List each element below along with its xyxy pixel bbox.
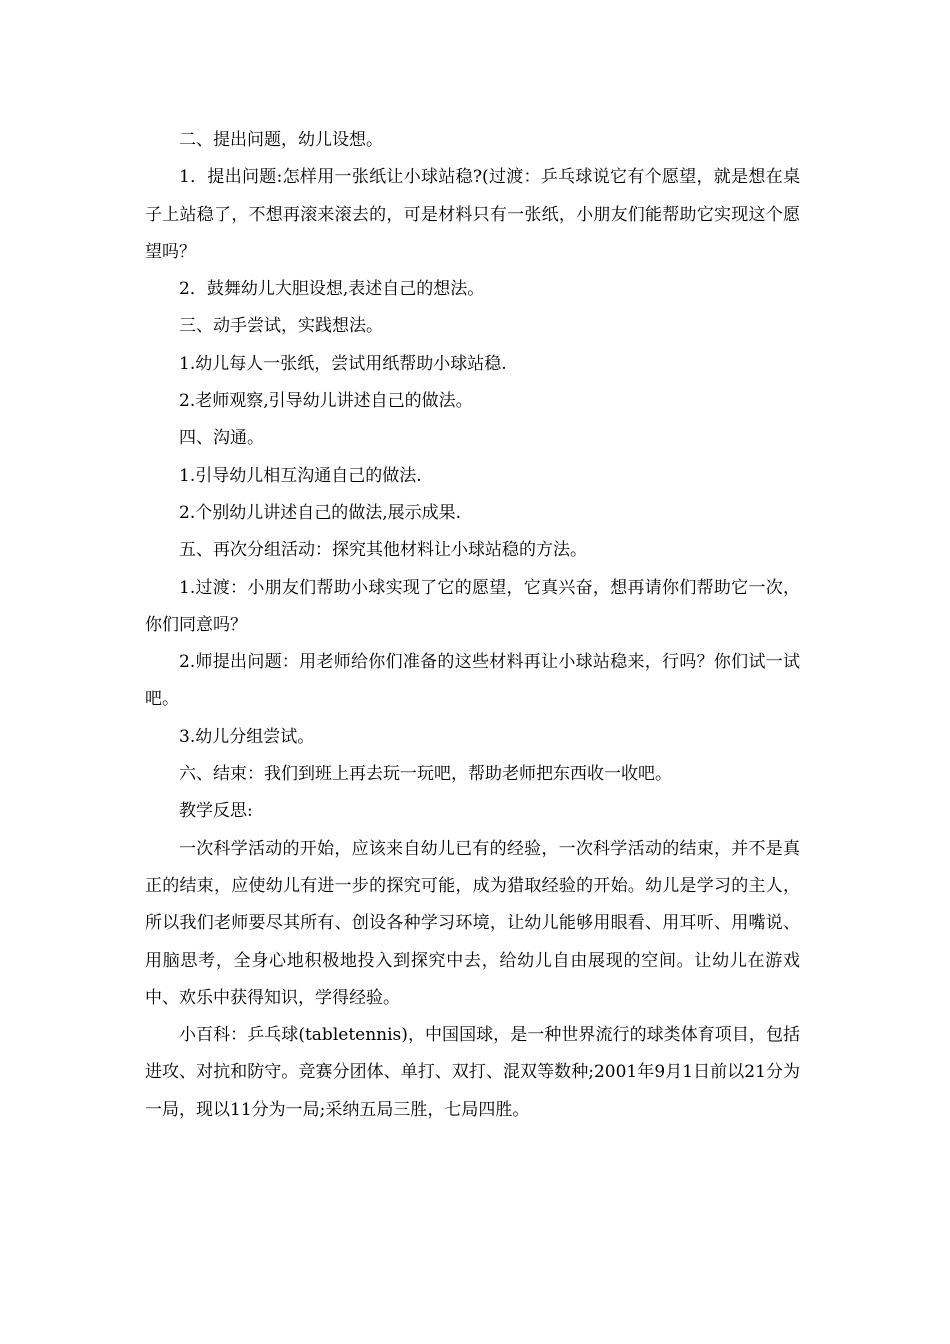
section-heading-5: 五、再次分组活动：探究其他材料让小球站稳的方法。 [179, 540, 587, 561]
paragraph-item: 2.个别幼儿讲述自己的做法,展示成果. [179, 502, 462, 523]
section-heading-6: 六、结束：我们到班上再去玩一玩吧，帮助老师把东西收一收吧。 [179, 764, 672, 785]
section-heading-4: 四、沟通。 [179, 428, 264, 449]
document-body [145, 122, 800, 1129]
reflection-paragraph: 一次科学活动的开始，应该来自幼儿已有的经验，一次科学活动的结束，并不是真正的结束，应使幼儿有进一步的探究可能，成为猎取经验的开始。幼儿是学习的主人，所以我们老师要尽其所有、创设各种学习环境，让幼儿能够用眼看、用耳听、用嘴说、用脑思考，全身心地积极地投入到探究中去，给幼儿自由展现的空间。让幼儿在游戏中、欢乐中获得知识，学得经验。 [145, 838, 800, 1008]
section-heading-2: 二、提出问题，幼儿设想。 [179, 130, 383, 150]
paragraph-item: 2．鼓舞幼儿大胆设想,表述自己的想法。 [179, 279, 485, 300]
paragraph-item: 1．提出问题:怎样用一张纸让小球站稳?(过渡：乒乓球说它有个愿望，就是想在桌子上站稳了，不想再滚来滚去的，可是材料只有一张纸，小朋友们能帮助它实现这个愿望吗？ [145, 167, 800, 262]
encyclopedia-paragraph: 小百科：乒乓球(tabletennis)，中国国球，是一种世界流行的球类体育项目，包括进攻、对抗和防守。竞赛分团体、单打、双打、混双等数种;2001年9月1日前以21分为一局，现以11分为一局;采纳五局三胜，七局四胜。 [145, 1025, 800, 1120]
paragraph-item: 1.幼儿每人一张纸，尝试用纸帮助小球站稳. [179, 353, 507, 374]
paragraph-item: 1.过渡：小朋友们帮助小球实现了它的愿望，它真兴奋，想再请你们帮助它一次，你们同意吗？ [145, 577, 800, 635]
section-heading-3: 三、动手尝试，实践想法。 [179, 316, 383, 337]
reflection-heading: 教学反思: [179, 801, 253, 822]
paragraph-item: 1.引导幼儿相互沟通自己的做法. [179, 465, 422, 486]
paragraph-item: 2.老师观察,引导幼儿讲述自己的做法。 [179, 391, 473, 412]
paragraph-item: 3.幼儿分组尝试。 [179, 726, 315, 747]
paragraph-item: 2.师提出问题：用老师给你们准备的这些材料再让小球站稳来，行吗？你们试一试吧。 [145, 652, 800, 710]
